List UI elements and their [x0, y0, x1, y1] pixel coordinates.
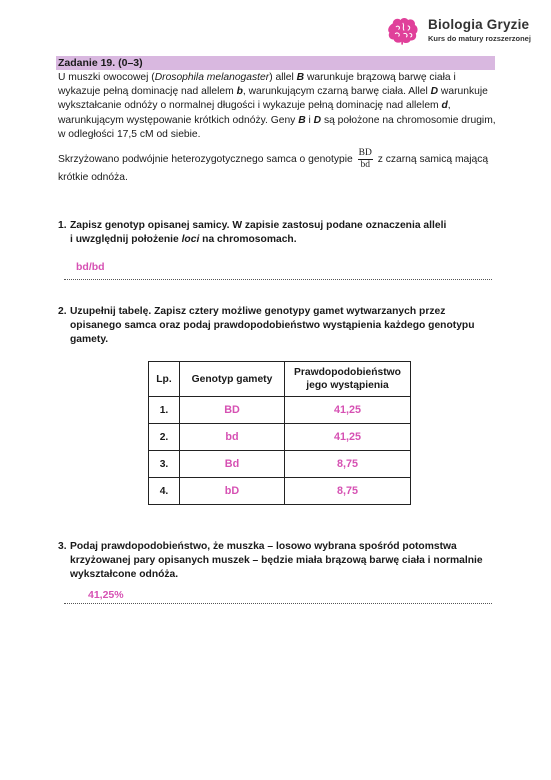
table-row [149, 397, 411, 424]
row-genotype: BD [180, 397, 285, 424]
row-lp: 4. [149, 478, 180, 505]
brand-subtitle: Kurs do matury rozszerzonej [428, 34, 531, 44]
row-probability: 41,25 [285, 424, 411, 451]
cross-description: Skrzyżowano podwójnie heterozygotycznego samca o genotypie $\frac{BD}{bd}$ z czarną samicą mającą krótkie odnóża. [58, 148, 489, 183]
header-lp: Lp. [149, 362, 180, 397]
answer-1: bd/bd [76, 261, 105, 273]
table-row [149, 424, 411, 451]
brand-title: Biologia Gryzie [428, 17, 530, 33]
answer-3: 41,25% [88, 589, 124, 601]
row-lp: 2. [149, 424, 180, 451]
answer-line-3 [64, 603, 492, 604]
row-lp: 1. [149, 397, 180, 424]
genotype-fraction: $\frac{BD}{bd}$ [358, 148, 372, 170]
row-genotype: bD [180, 478, 285, 505]
row-genotype: Bd [180, 451, 285, 478]
question-3: 3. Podaj prawdopodobieństwo, że muszka – losowo wybrana spośród potomstwa krzyżowanej pary opisanych muszek – będzie miała brązową barwę ciała i normalnie wykształcone odnóża. [58, 541, 483, 581]
header-probability: Prawdopodobieństwo jego wystąpienia [285, 362, 411, 397]
task-intro: U muszki owocowej (Drosophila melanogaster) allel B warunkuje brązową barwę ciała i wykazuje pełną dominację nad allelem b, warunkującym czarną barwę ciała. Allel D warunkuje wykształcanie odnóży o normalnej długości i wykazuje pełną dominację nad allelem d, warunkującym występowanie krótkich odnóży. Geny B i D są położone na chromosomie drugim, w odległości 17,5 cM od siebie. [58, 72, 496, 140]
row-probability: 8,75 [285, 478, 411, 505]
brain-icon [386, 16, 420, 46]
table-row [149, 451, 411, 478]
species-name: Drosophila melanogaster [154, 72, 270, 83]
brand-header [386, 14, 531, 48]
answer-line-1 [64, 279, 492, 280]
task-header: Zadanie 19. (0–3) [56, 56, 495, 70]
table-header-row [149, 362, 411, 397]
row-probability: 41,25 [285, 397, 411, 424]
header-genotype: Genotyp gamety [180, 362, 285, 397]
row-lp: 3. [149, 451, 180, 478]
table-row [149, 478, 411, 505]
question-1: 1. Zapisz genotyp opisanej samicy. W zapisie zastosuj podane oznaczenia alleli i uwzględnij położenie loci na chromosomach. [58, 220, 447, 246]
row-probability: 8,75 [285, 451, 411, 478]
row-genotype: bd [180, 424, 285, 451]
question-2: 2. Uzupełnij tabelę. Zapisz cztery możliwe genotypy gamet wytwarzanych przez opisanego samca oraz podaj prawdopodobieństwo wystąpienia każdego genotypu gamety. [58, 306, 475, 346]
gamete-table [148, 361, 411, 505]
